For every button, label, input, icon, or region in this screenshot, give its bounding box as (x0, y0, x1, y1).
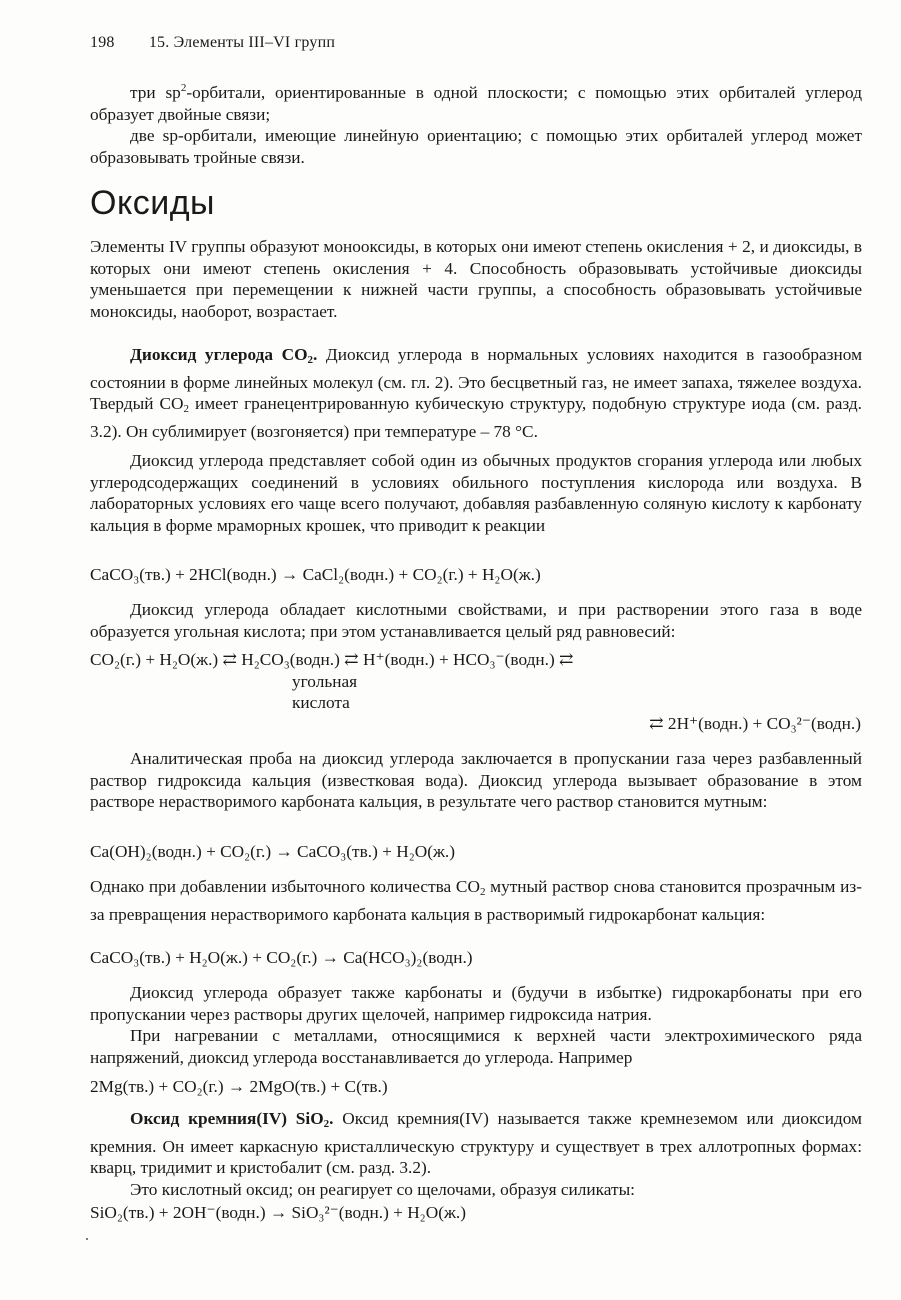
sio2-heading: Оксид кремния(IV) SiO$_2$. (130, 1109, 334, 1130)
equation-6: SiO₂(тв.) + 2OH⁻(водн.) → SiO₃²⁻(водн.) + H₂O(ж.) (90, 1203, 466, 1222)
co2-paragraph-5: Однако при добавлении избыточного количества $СО_2$ мутный раствор снова становится прозрачным из-за превращения нерастворимого карбоната кальция в растворимый гидрокарбонат кальция: (90, 877, 863, 924)
co2-paragraph-6: Диоксид углерода образует также карбонаты и (будучи в избытке) гидрокарбонаты при его пропускании через растворы других щелочей, например гидроксида натрия. При нагревании с металлами, относящимися к верхней части электрохимического ряда напряжений, диоксид углерода восстанавливается до углерода. Например (90, 983, 862, 1067)
co2-paragraph-3: Диоксид углерода обладает кислотными свойствами, и при растворении этого газа в воде образуется угольная кислота; при этом устанавливается целый ряд равновесий: (90, 600, 862, 641)
co2-paragraph-4: Аналитическая проба на диоксид углерода заключается в пропускании газа через разбавленный раствор гидроксида кальция (известковая вода). Диоксид углерода вызывает образование в этом растворе нерастворимого карбоната кальция, в результате чего раствор становится мутным: (90, 749, 862, 811)
sio2-paragraph-2: Это кислотный оксид; он реагирует со щелочами, образуя силикаты: (130, 1179, 635, 1199)
page-number: 198 (90, 34, 115, 51)
co2-paragraph-7: При нагревании с металлами, относящимися к верхней части электрохимического ряда напряжений, диоксид углерода восстанавливается до углерода. Например (90, 1026, 862, 1067)
co2-heading: Диоксид углерода $СO_2$. (130, 345, 318, 366)
equation-3: Ca(OH)₂(водн.) + CO₂(г.) → CaCO₃(тв.) + H₂O(ж.) (90, 842, 455, 861)
intro-text (90, 78, 862, 168)
equation-2-line-1: CO₂(г.) + H₂O(ж.) ⇄ H₂CO₃(водн.) ⇄ H⁺(водн.) + HCO₃⁻(водн.) ⇄ (90, 650, 574, 669)
intro-paragraph-1: три $sp^2$-орбитали, ориентированные в одной плоскости; с помощью этих орбиталей углерод образует двойные связи; (90, 82, 862, 124)
print-speck (86, 1238, 88, 1240)
intro-paragraph-2: две sp-орбитали, имеющие линейную ориентацию; с помощью этих орбиталей углерод может образовывать тройные связи. (90, 126, 862, 167)
section-title: Оксиды (90, 184, 215, 222)
running-title: 15. Элементы III–VI групп (148, 34, 336, 51)
page-header (90, 34, 335, 52)
carbonic-acid-label-1: угольная (292, 672, 358, 691)
equation-5: 2Mg(тв.) + CO₂(г.) → 2MgO(тв.) + C(тв.) (90, 1077, 388, 1096)
carbonic-acid-label-2: кислота (292, 693, 350, 712)
oxides-intro: Элементы IV группы образуют монооксиды, в которых они имеют степень окисления + 2, и диоксиды, в которых они имеют степень окисления + 4. Способность образовывать устойчивые диоксиды уменьшается при перемещении к нижней части группы, а способность образовывать устойчивые моноксиды, наоборот, возрастает. (90, 237, 862, 321)
equation-4: CaCO₃(тв.) + H₂O(ж.) + CO₂(г.) → Ca(HCO₃)₂(водн.) (90, 948, 473, 967)
sio2-paragraph-1: Оксид кремния(IV) SiO$_2$. Оксид кремния(IV) называется также кремнеземом или диоксидом кремния. Он имеет каркасную кристаллическую структуру и существует в трех аллотропных формах: кварц, тридимит и кристобалит (см. разд. 3.2). Это кислотный оксид; он реагирует со щелочами, образуя силикаты: (90, 1109, 862, 1199)
co2-paragraph-2: Диоксид углерода представляет собой один из обычных продуктов сгорания углерода или любых углеродсодержащих соединений в условиях обильного поступления кислорода или воздуха. В лабораторных условиях его чаще всего получают, добавляя разбавленную соляную кислоту к карбонату кальция в форме мраморных крошек, что приводит к реакции (90, 451, 862, 535)
equation-2-line-2: ⇄ 2H⁺(водн.) + CO₃²⁻(водн.) (649, 714, 861, 733)
co2-paragraph-1: Диоксид углерода $СO_2$. Диоксид углерода в нормальных условиях находится в газообразном состоянии в форме линейных молекул (см. гл. 2). Это бесцветный газ, не имеет запаха, тяжелее воздуха. Твердый $СО_2$ имеет гранецентрированную кубическую структуру, подобную структуре иода (см. разд. 3.2). Он сублимирует (возгоняется) при температуре – 78 °С. (90, 345, 862, 441)
equation-1: CaCO₃(тв.) + 2HCl(водн.) → CaCl₂(водн.) + CO₂(г.) + H₂O(ж.) (90, 565, 541, 584)
